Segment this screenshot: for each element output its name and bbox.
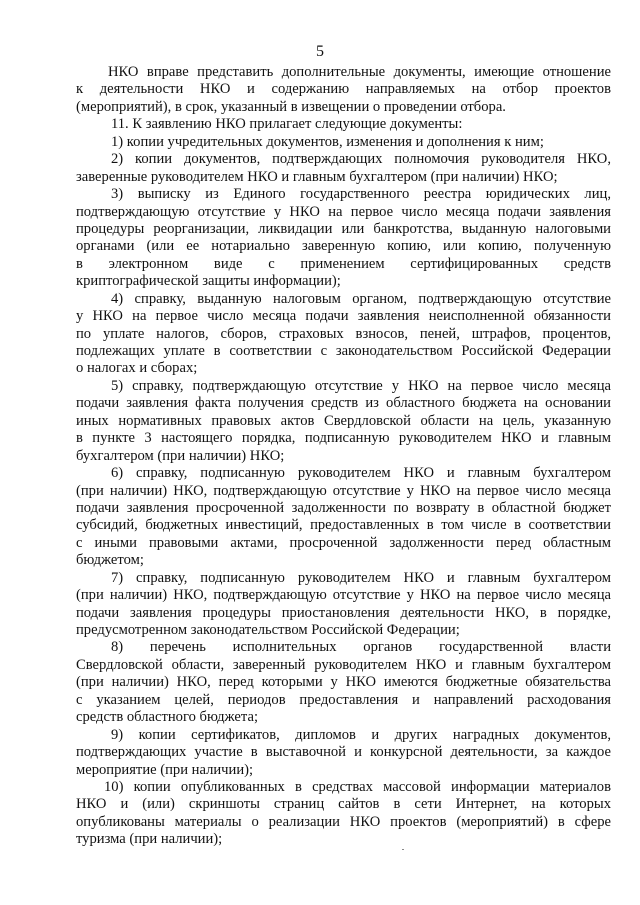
text-line: 11. К заявлению НКО прилагает следующие документы:	[111, 116, 463, 133]
text-line: в электронном виде с применением сертифицированных средств	[76, 255, 611, 272]
text-line: процедуры реорганизации, ликвидации или банкротства, выданную налоговыми	[76, 220, 611, 237]
text-line: 10) копии опубликованных в средствах массовой информации материалов	[104, 778, 611, 795]
scan-speck	[402, 849, 404, 850]
text-line: (при наличии) НКО, перед которыми у НКО имеются бюджетные обязательства	[76, 674, 611, 691]
text-line: средств областного бюджета;	[76, 709, 258, 726]
text-line: 6) справку, подписанную руководителем НКО и главным бухгалтером	[111, 465, 611, 482]
text-line: 3) выписку из Единого государственного реестра юридических лиц,	[111, 186, 611, 203]
text-line: органами (или ее нотариально заверенную копию, или копию, полученную	[76, 238, 611, 255]
text-line: подтверждающую отсутствие у НКО на первое число месяца подачи заявления	[76, 203, 611, 220]
text-line: (мероприятий), в срок, указанный в извещении о проведении отбора.	[76, 98, 506, 115]
text-line: по уплате налогов, сборов, страховых взносов, пеней, штрафов, процентов,	[76, 325, 611, 342]
text-line: 5) справку, подтверждающую отсутствие у НКО на первое число месяца	[111, 377, 611, 394]
text-line: у НКО на первое число месяца подачи заявления неисполненной обязанности	[76, 308, 611, 325]
text-line: подачи заявления процедуры приостановления деятельности НКО, в порядке,	[76, 604, 611, 621]
text-line: подачи заявления факта получения средств из областного бюджета на основании	[76, 395, 611, 412]
text-line: заверенные руководителем НКО и главным бухгалтером (при наличии) НКО;	[76, 168, 558, 185]
text-line: бухгалтером (при наличии) НКО;	[76, 447, 285, 464]
text-line: 9) копии сертификатов, дипломов и других наградных документов,	[111, 726, 611, 743]
text-line: подачи заявления просроченной задолженности по возврату в областной бюджет	[76, 499, 611, 516]
text-line: бюджетом;	[76, 552, 144, 569]
text-line: 7) справку, подписанную руководителем НКО и главным бухгалтером	[111, 569, 611, 586]
text-line: о налогах и сборах;	[76, 360, 198, 377]
text-line: мероприятие (при наличии);	[76, 761, 254, 778]
text-line: к деятельности НКО и содержанию направляемых на отбор проектов	[76, 81, 611, 98]
text-line: 8) перечень исполнительных органов государственной власти	[111, 639, 611, 656]
text-line: предусмотренном законодательством Российской Федерации;	[76, 622, 460, 638]
text-line: криптографической защиты информации);	[76, 273, 341, 290]
text-line: в пункте 3 настоящего порядка, подписанную руководителем НКО и главным	[76, 430, 611, 447]
text-line: с иными правовыми актами, просроченной задолженности перед областным	[76, 534, 611, 551]
text-line: подлежащих уплате в соответствии с законодательством Российской Федерации	[76, 343, 611, 359]
text-line: 1) копии учредительных документов, изменения и дополнения к ним;	[111, 133, 544, 150]
text-line: туризма (при наличии);	[76, 831, 223, 848]
text-line: Свердловской области, заверенный руководителем НКО и главным бухгалтером	[76, 656, 611, 673]
text-line: субсидий, бюджетных инвестиций, предоставленных в том числе в соответствии	[76, 517, 611, 534]
text-line: подтверждающих участие в выставочной и конкурсной деятельности, за каждое	[76, 744, 611, 761]
text-line: 4) справку, выданную налоговым органом, подтверждающую отсутствие	[111, 290, 611, 307]
text-line: опубликованы материалы о реализации НКО проектов (мероприятий) в сфере	[76, 813, 611, 830]
text-line: (при наличии) НКО, подтверждающую отсутствие у НКО на первое число месяца	[76, 482, 611, 499]
text-line: иных нормативных правовых актов Свердловской области на цель, указанную	[76, 412, 611, 429]
text-line: НКО и (или) скриншоты страниц сайтов в сети Интернет, на которых	[76, 796, 611, 813]
document-body	[76, 64, 611, 849]
text-line: НКО вправе представить дополнительные документы, имеющие отношение	[108, 64, 611, 80]
text-line: (при наличии) НКО, подтверждающую отсутствие у НКО на первое число месяца	[76, 587, 611, 604]
page-number: 5	[316, 43, 324, 60]
text-line: 2) копии документов, подтверждающих полномочия руководителя НКО,	[111, 151, 611, 168]
text-line: с указанием целей, периодов предоставления и направлений расходования	[76, 691, 611, 708]
